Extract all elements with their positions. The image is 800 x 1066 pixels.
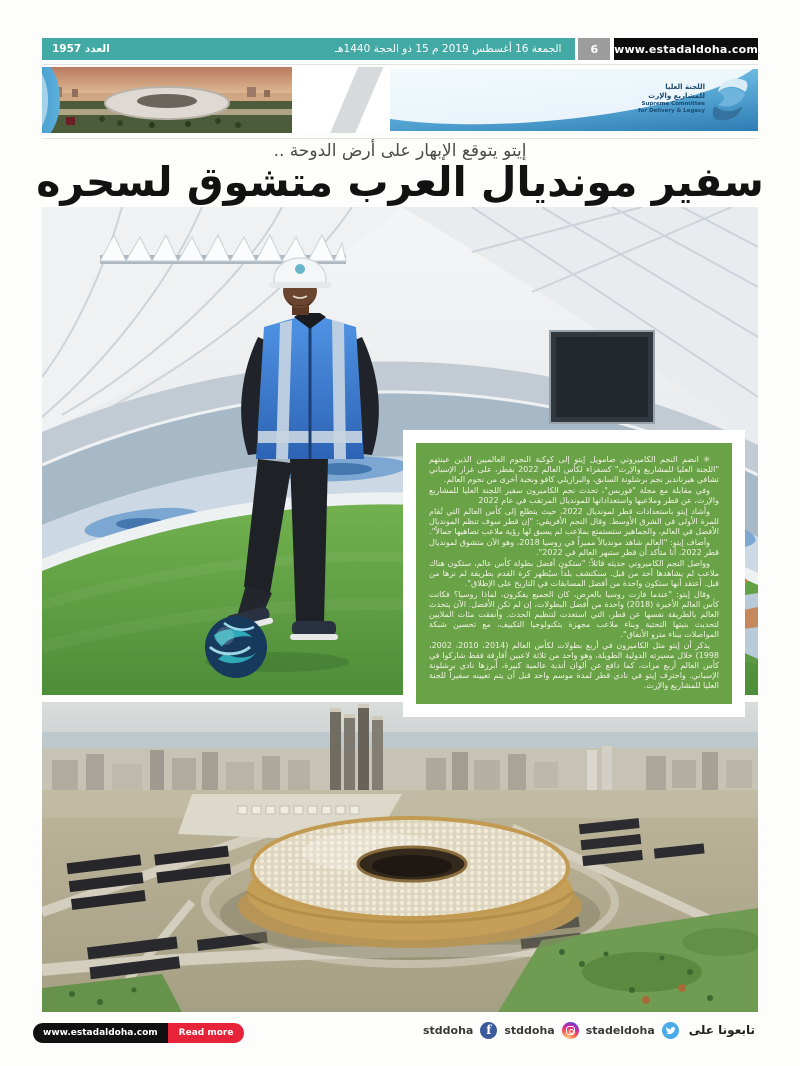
stadium-thumbnail: [42, 67, 292, 133]
football: [205, 616, 267, 678]
logo-english-line1: Supreme Committee: [641, 100, 705, 107]
footer-website-link[interactable]: www.estadaldoha.com: [33, 1023, 168, 1043]
read-more-button[interactable]: Read more: [168, 1023, 245, 1043]
divider: [42, 138, 758, 139]
follow-us-label: تابعونا على: [688, 1023, 755, 1037]
page-number: 6: [578, 38, 610, 60]
masthead-banner: [42, 67, 758, 133]
issue-number: العدد 1957: [52, 43, 110, 55]
instagram-icon[interactable]: [562, 1022, 579, 1039]
top-info-bar: [42, 38, 758, 60]
website-link[interactable]: www.estadaldoha.com: [614, 38, 758, 60]
date-bar: [42, 38, 575, 60]
article-box-frame: [403, 430, 745, 717]
logo-english-line2: for Delivery & Legacy: [638, 107, 705, 114]
facebook-icon[interactable]: f: [480, 1022, 497, 1039]
article-paragraph: وقال إيتو: "عندما فازت روسيا بالعرض، كان الجميع يفكرون، لماذا روسيا؟ فكانت كأس العالم الأخيرة (2018) واحدة من أفضل البطولات، إن لم تكن الأفضل. الآن يتحدث العالم بالطريقة نفسها عن قطر، التي استعدت لتنظيم الحدث. وأنفقت مئات الملايين لتحديث بنيتها التحتية وبناء ملاعب مجهزة بتكنولوجيا التكييف، مع تحسين شبكة المواصلات ببناء مترو الأنفاق".: [429, 590, 719, 639]
article-paragraph: وفي مقابلة مع مجلة "فوربس"، تحدث نجم الكاميرون سفير اللجنة العليا للمشاريع والإرث، عن قطر وملاعبها واستعداداتها للمونديال المرتقب في عام 2022: [429, 486, 719, 505]
divider: [42, 64, 758, 65]
page-title: سفير مونديال العرب متشوق لسحره: [36, 158, 764, 206]
article-paragraph: وواصل النجم الكاميروني حديثه قائلاً: "ستكون أفضل بطولة كأس عالم، ستكون هناك ملاعب لم يشاهدها أحد من قبل. سنكتشف بلداً سيُظهر كرة القدم بطريقة لم نرها من قبل. أعتقد أنها ستكون واحدة من أفضل المسابقات في التاريخ على الإطلاق".: [429, 559, 719, 588]
twitter-icon[interactable]: [662, 1022, 679, 1039]
committee-logo-text: [638, 83, 705, 114]
instagram-handle[interactable]: stddoha: [504, 1023, 555, 1037]
twitter-handle[interactable]: stadeldoha: [585, 1023, 655, 1037]
article-paragraph: يذكر أن إيتو مثل الكاميرون في أربع بطولات لكأس العالم (2014، 2010، 2002، 1998) خلال مسيرته الدولية الطويلة، وهو واحد من ثلاثة لاعبين أفارقة فقط شاركوا في كأس العالم أربع مرات، كما دافع عن ألوان أندية عالمية كبيرة، أبرزها نادي برشلونة الإسباني. واحترف إيتو في نادي قطر لمدة موسم واحد قبل أن يتم تعيينه سفيراً للجنة العليا للمشاريع والإرث.: [429, 641, 719, 690]
article-paragraph: وأشاد إيتو باستعدادات قطر لمونديال 2022، حيث يتطلع إلى كأس العالم التي تُقام للمرة الأولى في الشرق الأوسط. وقال النجم الأفريقي: "إن قطر سوف تنظم المونديال الأفضل في العالم، والجماهير ستستمتع بملاعب لم يسبق لها رؤية ملاعب تضاهيها جمالاً".: [429, 507, 719, 536]
article-paragraph: وأضاف إيتو: "العالم شاهد مونديالاً مميزاً في روسيا 2018، وهو الآن متشوق لمونديال قطر 2022. أنا متأكد أن قطر ستبهر العالم في 2022".: [429, 538, 719, 557]
logo-arabic-line1: اللجنة العليا: [665, 83, 705, 92]
bottom-photo: [42, 702, 758, 1012]
stadium-thumbnail-art: [42, 67, 292, 133]
lusail-aerial-art: [42, 702, 758, 1012]
issue-date: الجمعة 16 أغسطس 2019 م 15 ذو الحجة 1440هـ: [334, 43, 562, 55]
masthead-swoosh-divider: [292, 67, 390, 133]
logo-arabic-line2: للمشاريع والإرث: [648, 92, 705, 101]
committee-logo: [638, 75, 750, 123]
kicker: إيتو يتوقع الإبهار على أرض الدوحة ..: [273, 141, 527, 161]
article-text-box: [416, 443, 732, 704]
committee-banner: [390, 69, 758, 131]
social-media-row: [423, 1019, 755, 1041]
facebook-handle[interactable]: stddoha: [422, 1023, 474, 1037]
lusail-stadium: [220, 818, 600, 960]
committee-logo-icon: [710, 75, 750, 123]
footer-website-pill[interactable]: [33, 1023, 244, 1043]
article-paragraph: ✳ انضم النجم الكاميروني صامويل إيتو إلى كوكبة النجوم العالميين الذين عينتهم "اللجنة العليا للمشاريع والإرث" كسفراء لكأس العالم 2022 بقطر، على غرار الإسباني تشافي هيرنانديز نجم برشلونة السابق، والبرازيلي كافو ونخبة أخرى من نجوم العالم.: [429, 455, 719, 484]
